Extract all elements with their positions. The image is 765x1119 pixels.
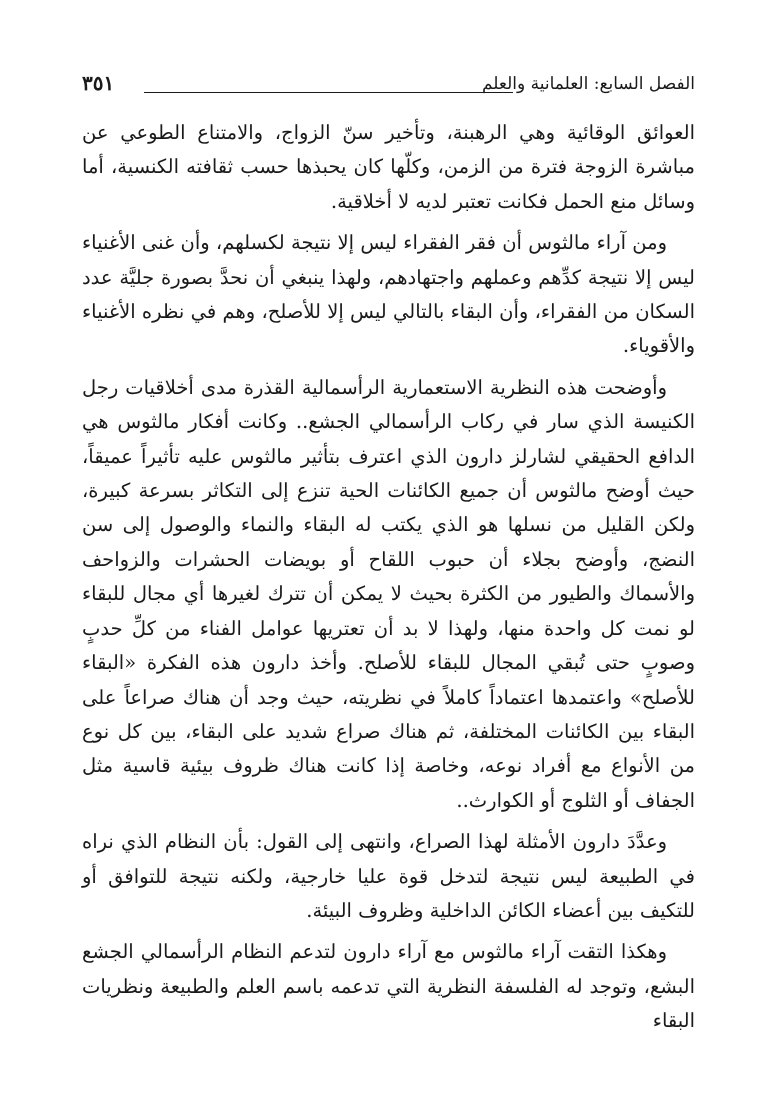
paragraph: وهكذا التقت آراء مالثوس مع آراء دارون لتدعم النظام الرأسمالي الجشع البشع، وتوجد له الفلسفة النظرية التي تدعمه باسم العلم والطبيعة ونظريات البقاء: [82, 940, 695, 1033]
header-rule: [144, 92, 513, 93]
body-text: [82, 116, 695, 1039]
paragraph: ومن آراء مالثوس أن فقر الفقراء ليس إلا نتيجة لكسلهم، وأن غنى الأغنياء ليس إلا نتيجة كدِّهم وعملهم واجتهادهم، ولهذا ينبغي أن نحدَّ بصورة جليَّة عدد السكان من الفقراء، وأن البقاء بالتالي ليس إلا للأصلح، وهم في نظره الأغنياء والأقوياء.: [82, 231, 695, 358]
running-header: [82, 68, 695, 102]
paragraph: العوائق الوقائية وهي الرهبنة، وتأخير سنّ الزواج، والامتناع الطوعي عن مباشرة الزوجة فترة من الزمن، وكلّها كان يحبذها حسب ثقافته الكنسية، أما وسائل منع الحمل فكانت تعتبر لديه لا أخلاقية.: [82, 121, 695, 213]
page-number: ٣٥١: [82, 71, 115, 95]
paragraph: وأوضحت هذه النظرية الاستعمارية الرأسمالية القذرة مدى أخلاقيات رجل الكنيسة الذي سار في ركاب الرأسمالي الجشع.. وكانت أفكار مالثوس هي الدافع الحقيقي لشارلز دارون الذي اعترف بتأثير مالثوس عليه تأثيراً عميقاً، حيث أوضح مالثوس أن جميع الكائنات الحية تنزع إلى التكاثر بسرعة كبيرة، ولكن القليل من نسلها هو الذي يكتب له البقاء والنماء والوصول إلى سن النضج، وأوضح بجلاء أن حبوب اللقاح أو بويضات الحشرات والزواحف والأسماك والطيور من الكثرة بحيث لا يمكن أن تترك لغيرها أي مجال للبقاء لو نمت كل واحدة منها، ولهذا لا بد أن تعتريها عوامل الفناء من كلِّ حدبٍ وصوبٍ حتى تُبقي المجال للبقاء للأصلح. وأخذ دارون هذه الفكرة «البقاء للأصلح» واعتمدها اعتماداً كاملاً في نظريته، حيث وجد أن هناك صراعاً على البقاء بين الكائنات المختلفة، ثم هناك صراع شديد على البقاء، بين كل نوع من الأنواع مع أفراد نوعه، وخاصة إذا كانت هناك ظروف بيئية قاسية مثل الجفاف أو الثلوج أو الكوارث..: [82, 375, 695, 812]
chapter-title: الفصل السابع: العلمانية والعلم: [481, 74, 695, 94]
book-page: [82, 68, 695, 1046]
paragraph: وعدَّدَ دارون الأمثلة لهذا الصراع، وانتهى إلى القول: بأن النظام الذي نراه في الطبيعة ليس نتيجة لتدخل قوة عليا خارجية، ولكنه نتيجة للتوافق أو للتكيف بين أعضاء الكائن الداخلية وظروف البيئة.: [82, 830, 695, 922]
